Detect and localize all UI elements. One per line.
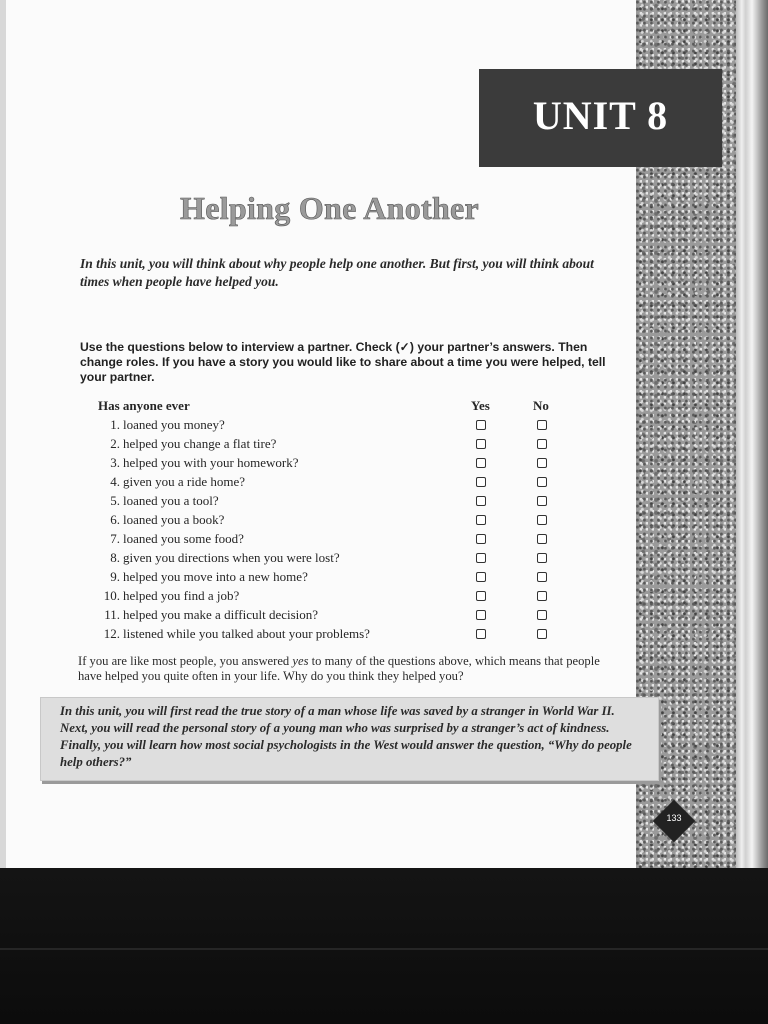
page-number: 133 bbox=[666, 813, 682, 823]
yes-checkbox[interactable] bbox=[476, 572, 486, 582]
no-checkbox[interactable] bbox=[537, 496, 547, 506]
conclusion-paragraph bbox=[78, 654, 608, 684]
no-checkbox[interactable] bbox=[537, 477, 547, 487]
yes-checkbox[interactable] bbox=[476, 439, 486, 449]
no-checkbox[interactable] bbox=[537, 420, 547, 430]
yes-checkbox[interactable] bbox=[476, 496, 486, 506]
question-number: 10. bbox=[103, 588, 120, 603]
question-number: 7. bbox=[110, 531, 120, 546]
question-number: 8. bbox=[110, 550, 120, 565]
survey-rows bbox=[98, 417, 568, 645]
question-number: 6. bbox=[110, 512, 120, 527]
intro-paragraph: In this unit, you will think about why people help one another. But first, you will think about times when people have helped you. bbox=[80, 256, 594, 289]
no-checkbox[interactable] bbox=[537, 439, 547, 449]
question-text: loaned you some food? bbox=[123, 531, 244, 546]
question-text: loaned you a book? bbox=[123, 512, 225, 527]
yes-checkbox[interactable] bbox=[476, 553, 486, 563]
question-number: 2. bbox=[110, 436, 120, 451]
survey-row bbox=[98, 588, 568, 607]
question-number: 5. bbox=[110, 493, 120, 508]
conclusion-text-after: to many of the questions above, which means that people have helped you quite often in your life. Why do you think they helped you? bbox=[78, 654, 600, 683]
question-text: loaned you a tool? bbox=[123, 493, 219, 508]
question-number: 3. bbox=[110, 455, 120, 470]
no-checkbox[interactable] bbox=[537, 458, 547, 468]
question-text: helped you change a flat tire? bbox=[123, 436, 277, 451]
survey-row bbox=[98, 569, 568, 588]
conclusion-text-before: If you are like most people, you answered bbox=[78, 654, 293, 668]
yes-checkbox[interactable] bbox=[476, 420, 486, 430]
no-checkbox[interactable] bbox=[537, 515, 547, 525]
yes-checkbox[interactable] bbox=[476, 477, 486, 487]
survey-row bbox=[98, 436, 568, 455]
question-number: 4. bbox=[110, 474, 120, 489]
yes-checkbox[interactable] bbox=[476, 534, 486, 544]
page-title: Helping One Another bbox=[180, 190, 480, 226]
question-text: helped you find a job? bbox=[123, 588, 240, 603]
no-checkbox[interactable] bbox=[537, 610, 547, 620]
yes-column-header: Yes bbox=[471, 398, 490, 413]
survey-header-row bbox=[98, 398, 568, 417]
survey-row bbox=[98, 474, 568, 493]
question-text: given you a ride home? bbox=[123, 474, 246, 489]
survey-row bbox=[98, 531, 568, 550]
yes-checkbox[interactable] bbox=[476, 610, 486, 620]
scanner-edge-line bbox=[0, 948, 768, 950]
survey-row bbox=[98, 417, 568, 436]
survey-row bbox=[98, 626, 568, 645]
no-checkbox[interactable] bbox=[537, 553, 547, 563]
no-checkbox[interactable] bbox=[537, 572, 547, 582]
survey-table bbox=[98, 398, 568, 645]
no-column-header: No bbox=[533, 398, 549, 413]
question-text: helped you make a difficult decision? bbox=[123, 607, 319, 622]
yes-checkbox[interactable] bbox=[476, 629, 486, 639]
question-text: listened while you talked about your problems? bbox=[123, 626, 370, 641]
no-checkbox[interactable] bbox=[537, 629, 547, 639]
unit-label: UNIT 8 bbox=[532, 93, 669, 138]
question-text: loaned you money? bbox=[123, 417, 225, 432]
survey-row bbox=[98, 550, 568, 569]
question-text: given you directions when you were lost? bbox=[123, 550, 340, 565]
survey-row bbox=[98, 455, 568, 474]
question-text: helped you with your homework? bbox=[123, 455, 299, 470]
survey-question-header: Has anyone ever bbox=[98, 398, 190, 413]
scanner-shadow bbox=[0, 868, 768, 1024]
yes-checkbox[interactable] bbox=[476, 515, 486, 525]
survey-row bbox=[98, 512, 568, 531]
instructions-paragraph: Use the questions below to interview a partner. Check (✓) your partner’s answers. Then change roles. If you have a story you would like to share about a time you were helped, tell your partner. bbox=[80, 340, 606, 384]
survey-row bbox=[98, 493, 568, 512]
yes-checkbox[interactable] bbox=[476, 458, 486, 468]
question-number: 12. bbox=[103, 626, 120, 641]
yes-checkbox[interactable] bbox=[476, 591, 486, 601]
no-checkbox[interactable] bbox=[537, 534, 547, 544]
conclusion-emphasis: yes bbox=[292, 654, 309, 668]
question-text: helped you move into a new home? bbox=[123, 569, 308, 584]
book-spine bbox=[736, 0, 768, 868]
question-number: 9. bbox=[110, 569, 120, 584]
question-number: 11. bbox=[104, 607, 120, 622]
unit-preview-text: In this unit, you will first read the true story of a man whose life was saved by a stranger in World War II. Next, you will read the personal story of a young man who was surprised by a stranger’s act of kindness. Finally, you will learn how most social psychologists in the West would answer the question, “Why do people help others?” bbox=[60, 704, 632, 769]
question-number: 1. bbox=[110, 417, 120, 432]
survey-row bbox=[98, 607, 568, 626]
no-checkbox[interactable] bbox=[537, 591, 547, 601]
